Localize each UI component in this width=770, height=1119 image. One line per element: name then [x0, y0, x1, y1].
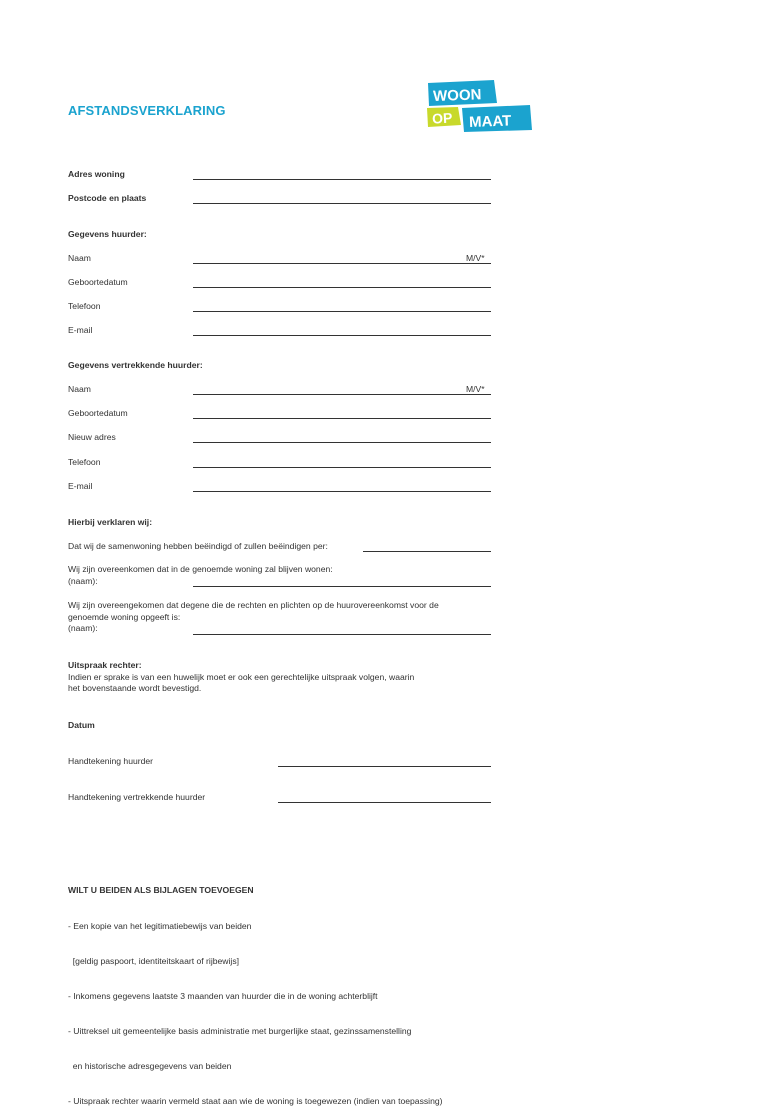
label-vertrekkende-geboortedatum: Geboortedatum [68, 408, 128, 418]
field-handtekening-vertrekkende[interactable] [278, 802, 491, 803]
field-huurder-naam[interactable] [193, 263, 491, 264]
heading-hierbij-verklaren: Hierbij verklaren wij: [68, 517, 153, 527]
attachment-item: en historische adresgegevens van beiden [68, 1060, 232, 1071]
field-vertrekkende-nieuw-adres[interactable] [193, 442, 491, 443]
label-datum: Datum [68, 720, 95, 730]
attachment-item: - Inkomens gegevens laatste 3 maanden van huurder die in de woning achterblijft [68, 990, 378, 1001]
heading-bijlagen: WILT U BEIDEN ALS BIJLAGEN TOEVOEGEN [68, 885, 254, 896]
label-vertrekkende-nieuw-adres: Nieuw adres [68, 432, 116, 442]
heading-uitspraak-rechter: Uitspraak rechter: [68, 660, 142, 670]
huurder-gender-mark: M/V* [466, 253, 485, 263]
label-postcode-plaats: Postcode en plaats [68, 193, 147, 203]
attachment-item: [geldig paspoort, identiteitskaart of rijbewijs] [68, 955, 240, 966]
attachment-item: - Uitspraak rechter waarin vermeld staat aan wie de woning is toegewezen (indien van toepassing) [68, 1096, 443, 1107]
declaration-leave-naam-label: (naam): [68, 623, 98, 634]
attachments-section [68, 862, 443, 1119]
declaration-stay-naam-label: (naam): [68, 575, 98, 586]
declaration-leave-line-2: genoemde woning opgeeft is: [68, 611, 181, 622]
declaration-leave-text [68, 600, 439, 635]
label-vertrekkende-telefoon: Telefoon [68, 457, 101, 467]
declaration-stay-text [68, 564, 333, 587]
label-adres-woning: Adres woning [68, 169, 125, 179]
label-huurder-telefoon: Telefoon [68, 301, 101, 311]
heading-gegevens-vertrekkende-huurder: Gegevens vertrekkende huurder: [68, 360, 203, 370]
label-vertrekkende-naam: Naam [68, 384, 91, 394]
field-huurder-telefoon[interactable] [193, 311, 491, 312]
vertrekkende-gender-mark: M/V* [466, 384, 485, 394]
heading-gegevens-huurder: Gegevens huurder: [68, 229, 147, 239]
field-postcode-plaats[interactable] [193, 203, 491, 204]
field-huurder-email[interactable] [193, 335, 491, 336]
declaration-stay-line: Wij zijn overeenkomen dat in de genoemde woning zal blijven wonen: [68, 564, 333, 574]
label-huurder-email: E-mail [68, 325, 93, 335]
label-handtekening-vertrekkende: Handtekening vertrekkende huurder [68, 792, 206, 802]
attachment-item: - Een kopie van het legitimatiebewijs van beiden [68, 920, 252, 931]
label-vertrekkende-email: E-mail [68, 481, 93, 491]
logo-maat-text: MAAT [468, 112, 512, 131]
field-vertrekkende-telefoon[interactable] [193, 467, 491, 468]
field-adres-woning[interactable] [193, 179, 491, 180]
field-handtekening-huurder[interactable] [278, 766, 491, 767]
field-huurder-geboortedatum[interactable] [193, 287, 491, 288]
attachment-item: - Uittreksel uit gemeentelijke basis administratie met burgerlijke staat, gezinssamenstelling [68, 1025, 412, 1036]
court-section [68, 660, 414, 695]
woon-op-maat-logo [426, 79, 532, 132]
field-vertrekkende-email[interactable] [193, 491, 491, 492]
court-text-line-2: het bovenstaande wordt bevestigd. [68, 683, 202, 694]
field-vertrekkende-naam[interactable] [193, 394, 491, 395]
label-handtekening-huurder: Handtekening huurder [68, 756, 154, 766]
logo-op-text: OP [431, 109, 453, 127]
label-huurder-geboortedatum: Geboortedatum [68, 277, 128, 287]
field-vertrekkende-geboortedatum[interactable] [193, 418, 491, 419]
page-title: AFSTANDSVERKLARING [68, 103, 226, 118]
declaration-end-date-text: Dat wij de samenwoning hebben beëindigd of zullen beëindigen per: [68, 541, 328, 551]
field-einddatum[interactable] [363, 551, 491, 552]
field-vertrekkende-opgever-naam[interactable] [193, 634, 491, 635]
court-text-line-1: Indien er sprake is van een huwelijk moet er ook een gerechtelijke uitspraak volgen, waarin [68, 671, 415, 682]
logo-woon-text: WOON [432, 86, 482, 105]
declaration-leave-line-1: Wij zijn overeengekomen dat degene die de rechten en plichten op de huurovereenkomst voor de [68, 600, 439, 610]
label-huurder-naam: Naam [68, 253, 91, 263]
field-blijvende-naam[interactable] [193, 586, 491, 587]
